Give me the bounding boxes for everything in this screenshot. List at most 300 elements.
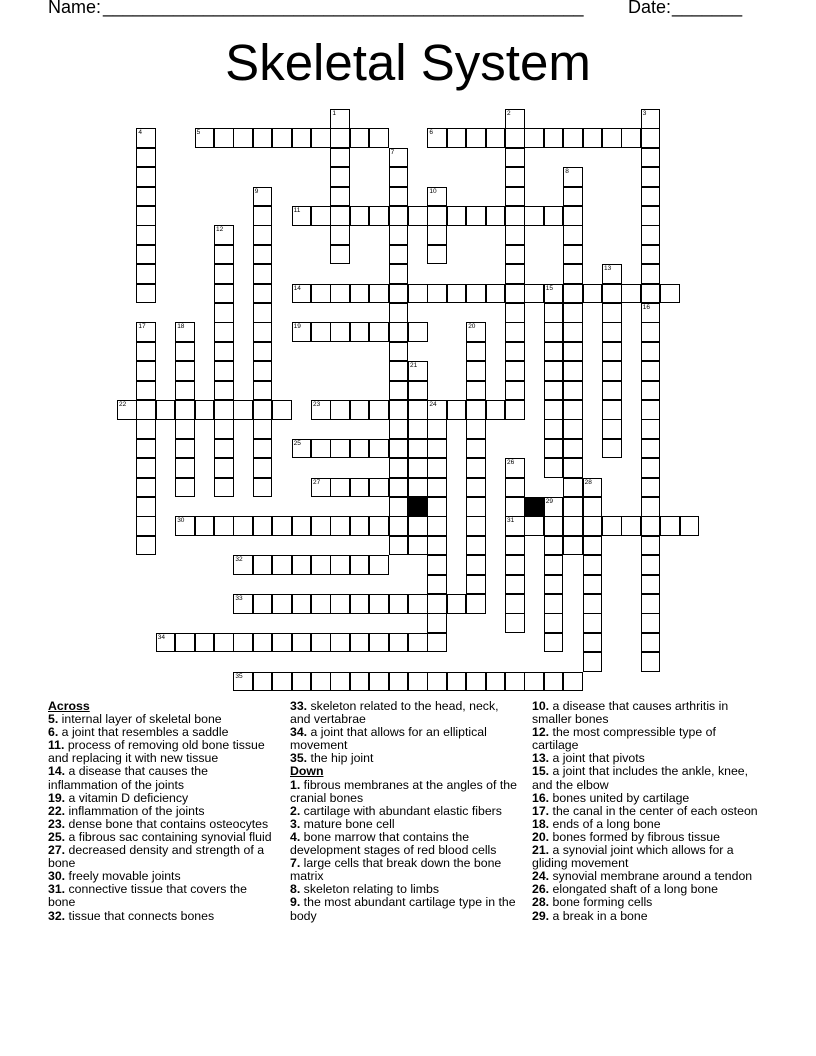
grid-cell[interactable] — [641, 516, 661, 536]
grid-cell[interactable] — [563, 672, 583, 692]
grid-cell[interactable] — [350, 128, 370, 148]
grid-cell[interactable] — [427, 245, 447, 265]
grid-cell[interactable] — [292, 555, 312, 575]
grid-cell[interactable] — [330, 400, 350, 420]
grid-cell[interactable] — [486, 672, 506, 692]
grid-cell[interactable] — [136, 400, 156, 420]
grid-cell[interactable] — [311, 478, 331, 498]
grid-cell[interactable] — [350, 400, 370, 420]
grid-cell[interactable] — [292, 322, 312, 342]
grid-cell[interactable] — [466, 128, 486, 148]
grid-cell[interactable] — [214, 478, 234, 498]
grid-cell[interactable] — [175, 322, 195, 342]
grid-cell[interactable] — [544, 439, 564, 459]
grid-cell[interactable] — [544, 206, 564, 226]
grid-cell[interactable] — [408, 381, 428, 401]
grid-cell[interactable] — [272, 594, 292, 614]
grid-cell[interactable] — [311, 400, 331, 420]
grid-cell[interactable] — [136, 187, 156, 207]
grid-cell[interactable] — [641, 167, 661, 187]
grid-cell[interactable] — [350, 633, 370, 653]
grid-cell[interactable] — [369, 400, 389, 420]
grid-cell[interactable] — [136, 478, 156, 498]
grid-cell[interactable] — [311, 516, 331, 536]
grid-cell[interactable] — [214, 245, 234, 265]
grid-cell[interactable] — [175, 516, 195, 536]
grid-cell[interactable] — [486, 206, 506, 226]
grid-cell[interactable] — [544, 284, 564, 304]
grid-cell[interactable] — [253, 206, 273, 226]
grid-cell[interactable] — [505, 264, 525, 284]
grid-cell[interactable] — [195, 128, 215, 148]
grid-cell[interactable] — [544, 555, 564, 575]
grid-cell[interactable] — [389, 167, 409, 187]
grid-cell[interactable] — [253, 128, 273, 148]
grid-cell[interactable] — [369, 516, 389, 536]
grid-cell[interactable] — [253, 225, 273, 245]
grid-cell[interactable] — [233, 128, 253, 148]
grid-cell[interactable] — [563, 458, 583, 478]
grid-cell[interactable] — [602, 128, 622, 148]
grid-cell[interactable] — [602, 419, 622, 439]
grid-cell[interactable] — [253, 381, 273, 401]
grid-cell[interactable] — [505, 400, 525, 420]
grid-cell[interactable] — [641, 613, 661, 633]
grid-cell[interactable] — [641, 284, 661, 304]
grid-cell[interactable] — [292, 594, 312, 614]
grid-cell[interactable] — [641, 458, 661, 478]
grid-cell[interactable] — [350, 672, 370, 692]
grid-cell[interactable] — [660, 284, 680, 304]
grid-cell[interactable] — [136, 361, 156, 381]
grid-cell[interactable] — [680, 516, 700, 536]
grid-cell[interactable] — [583, 594, 603, 614]
grid-cell[interactable] — [447, 672, 467, 692]
grid-cell[interactable] — [427, 536, 447, 556]
grid-cell[interactable] — [563, 478, 583, 498]
grid-cell[interactable] — [214, 419, 234, 439]
grid-cell[interactable] — [641, 264, 661, 284]
grid-cell[interactable] — [641, 652, 661, 672]
grid-cell[interactable] — [641, 536, 661, 556]
grid-cell[interactable] — [583, 613, 603, 633]
grid-cell[interactable] — [330, 322, 350, 342]
grid-cell[interactable] — [583, 478, 603, 498]
grid-cell[interactable] — [311, 594, 331, 614]
grid-cell[interactable] — [136, 206, 156, 226]
grid-cell[interactable] — [389, 303, 409, 323]
grid-cell[interactable] — [214, 400, 234, 420]
grid-cell[interactable] — [427, 478, 447, 498]
grid-cell[interactable] — [350, 478, 370, 498]
grid-cell[interactable] — [311, 672, 331, 692]
grid-cell[interactable] — [136, 419, 156, 439]
grid-cell[interactable] — [272, 128, 292, 148]
grid-cell[interactable] — [505, 458, 525, 478]
grid-cell[interactable] — [641, 594, 661, 614]
grid-cell[interactable] — [505, 672, 525, 692]
grid-cell[interactable] — [214, 381, 234, 401]
grid-cell[interactable] — [408, 536, 428, 556]
grid-cell[interactable] — [292, 516, 312, 536]
grid-cell[interactable] — [330, 206, 350, 226]
grid-cell[interactable] — [641, 361, 661, 381]
grid-cell[interactable] — [544, 613, 564, 633]
grid-cell[interactable] — [641, 109, 661, 129]
grid-cell[interactable] — [369, 322, 389, 342]
grid-cell[interactable] — [369, 672, 389, 692]
grid-cell[interactable] — [272, 516, 292, 536]
grid-cell[interactable] — [389, 478, 409, 498]
grid-cell[interactable] — [330, 187, 350, 207]
grid-cell[interactable] — [136, 167, 156, 187]
grid-cell[interactable] — [505, 497, 525, 517]
grid-cell[interactable] — [330, 109, 350, 129]
grid-cell[interactable] — [350, 322, 370, 342]
grid-cell[interactable] — [408, 322, 428, 342]
grid-cell[interactable] — [641, 575, 661, 595]
grid-cell[interactable] — [136, 536, 156, 556]
grid-cell[interactable] — [369, 478, 389, 498]
grid-cell[interactable] — [389, 225, 409, 245]
grid-cell[interactable] — [544, 458, 564, 478]
grid-cell[interactable] — [447, 400, 467, 420]
grid-cell[interactable] — [330, 633, 350, 653]
grid-cell[interactable] — [369, 284, 389, 304]
grid-cell[interactable] — [156, 400, 176, 420]
grid-cell[interactable] — [641, 225, 661, 245]
grid-cell[interactable] — [311, 128, 331, 148]
grid-cell[interactable] — [641, 555, 661, 575]
grid-cell[interactable] — [563, 439, 583, 459]
grid-cell[interactable] — [563, 206, 583, 226]
grid-cell[interactable] — [408, 633, 428, 653]
grid-cell[interactable] — [136, 497, 156, 517]
grid-cell[interactable] — [195, 633, 215, 653]
grid-cell[interactable] — [136, 264, 156, 284]
name-line[interactable]: ________________________________________________ — [103, 0, 584, 17]
grid-cell[interactable] — [641, 439, 661, 459]
grid-cell[interactable] — [253, 322, 273, 342]
grid-cell[interactable] — [427, 672, 447, 692]
grid-cell[interactable] — [641, 128, 661, 148]
grid-cell[interactable] — [350, 206, 370, 226]
grid-cell[interactable] — [583, 575, 603, 595]
grid-cell[interactable] — [602, 264, 622, 284]
grid-cell[interactable] — [466, 381, 486, 401]
grid-cell[interactable] — [486, 400, 506, 420]
grid-cell[interactable] — [408, 400, 428, 420]
grid-cell[interactable] — [583, 497, 603, 517]
grid-cell[interactable] — [214, 516, 234, 536]
grid-cell[interactable] — [544, 361, 564, 381]
grid-cell[interactable] — [214, 342, 234, 362]
grid-cell[interactable] — [641, 342, 661, 362]
grid-cell[interactable] — [621, 128, 641, 148]
grid-cell[interactable] — [427, 613, 447, 633]
grid-cell[interactable] — [233, 672, 253, 692]
grid-cell[interactable] — [311, 633, 331, 653]
grid-cell[interactable] — [563, 322, 583, 342]
grid-cell[interactable] — [563, 225, 583, 245]
grid-cell[interactable] — [350, 439, 370, 459]
grid-cell[interactable] — [253, 342, 273, 362]
grid-cell[interactable] — [544, 400, 564, 420]
grid-cell[interactable] — [233, 516, 253, 536]
grid-cell[interactable] — [427, 439, 447, 459]
grid-cell[interactable] — [389, 419, 409, 439]
grid-cell[interactable] — [233, 594, 253, 614]
grid-cell[interactable] — [544, 594, 564, 614]
grid-cell[interactable] — [621, 284, 641, 304]
grid-cell[interactable] — [602, 439, 622, 459]
grid-cell[interactable] — [563, 497, 583, 517]
grid-cell[interactable] — [563, 264, 583, 284]
grid-cell[interactable] — [214, 128, 234, 148]
grid-cell[interactable] — [330, 284, 350, 304]
grid-cell[interactable] — [641, 633, 661, 653]
grid-cell[interactable] — [427, 419, 447, 439]
grid-cell[interactable] — [369, 128, 389, 148]
grid-cell[interactable] — [389, 342, 409, 362]
grid-cell[interactable] — [389, 594, 409, 614]
grid-cell[interactable] — [408, 516, 428, 536]
grid-cell[interactable] — [602, 516, 622, 536]
grid-cell[interactable] — [641, 187, 661, 207]
grid-cell[interactable] — [369, 555, 389, 575]
grid-cell[interactable] — [175, 342, 195, 362]
grid-cell[interactable] — [389, 264, 409, 284]
grid-cell[interactable] — [389, 400, 409, 420]
grid-cell[interactable] — [583, 284, 603, 304]
grid-cell[interactable] — [466, 497, 486, 517]
grid-cell[interactable] — [369, 633, 389, 653]
grid-cell[interactable] — [641, 400, 661, 420]
grid-cell[interactable] — [583, 652, 603, 672]
grid-cell[interactable] — [447, 206, 467, 226]
grid-cell[interactable] — [330, 439, 350, 459]
grid-cell[interactable] — [505, 284, 525, 304]
grid-cell[interactable] — [214, 284, 234, 304]
grid-cell[interactable] — [117, 400, 137, 420]
grid-cell[interactable] — [292, 284, 312, 304]
grid-cell[interactable] — [136, 342, 156, 362]
grid-cell[interactable] — [389, 361, 409, 381]
grid-cell[interactable] — [602, 303, 622, 323]
grid-cell[interactable] — [505, 361, 525, 381]
grid-cell[interactable] — [389, 322, 409, 342]
grid-cell[interactable] — [641, 381, 661, 401]
grid-cell[interactable] — [175, 458, 195, 478]
grid-cell[interactable] — [544, 381, 564, 401]
grid-cell[interactable] — [350, 284, 370, 304]
grid-cell[interactable] — [544, 672, 564, 692]
grid-cell[interactable] — [408, 206, 428, 226]
grid-cell[interactable] — [253, 284, 273, 304]
grid-cell[interactable] — [563, 516, 583, 536]
grid-cell[interactable] — [330, 672, 350, 692]
grid-cell[interactable] — [660, 516, 680, 536]
grid-cell[interactable] — [505, 303, 525, 323]
grid-cell[interactable] — [408, 284, 428, 304]
grid-cell[interactable] — [427, 497, 447, 517]
grid-cell[interactable] — [505, 575, 525, 595]
grid-cell[interactable] — [272, 633, 292, 653]
grid-cell[interactable] — [583, 128, 603, 148]
grid-cell[interactable] — [544, 303, 564, 323]
grid-cell[interactable] — [253, 439, 273, 459]
grid-cell[interactable] — [524, 206, 544, 226]
grid-cell[interactable] — [214, 264, 234, 284]
grid-cell[interactable] — [311, 322, 331, 342]
grid-cell[interactable] — [486, 284, 506, 304]
grid-cell[interactable] — [563, 400, 583, 420]
grid-cell[interactable] — [466, 206, 486, 226]
grid-cell[interactable] — [330, 167, 350, 187]
grid-cell[interactable] — [408, 419, 428, 439]
grid-cell[interactable] — [311, 206, 331, 226]
grid-cell[interactable] — [389, 245, 409, 265]
grid-cell[interactable] — [641, 245, 661, 265]
grid-cell[interactable] — [505, 342, 525, 362]
grid-cell[interactable] — [505, 187, 525, 207]
grid-cell[interactable] — [350, 555, 370, 575]
grid-cell[interactable] — [466, 555, 486, 575]
grid-cell[interactable] — [253, 555, 273, 575]
grid-cell[interactable] — [427, 458, 447, 478]
grid-cell[interactable] — [544, 633, 564, 653]
grid-cell[interactable] — [389, 516, 409, 536]
grid-cell[interactable] — [136, 516, 156, 536]
grid-cell[interactable] — [330, 516, 350, 536]
grid-cell[interactable] — [253, 478, 273, 498]
grid-cell[interactable] — [641, 148, 661, 168]
grid-cell[interactable] — [602, 400, 622, 420]
grid-cell[interactable] — [563, 419, 583, 439]
grid-cell[interactable] — [233, 400, 253, 420]
grid-cell[interactable] — [253, 400, 273, 420]
grid-cell[interactable] — [253, 516, 273, 536]
grid-cell[interactable] — [427, 516, 447, 536]
grid-cell[interactable] — [389, 439, 409, 459]
grid-cell[interactable] — [233, 555, 253, 575]
grid-cell[interactable] — [524, 516, 544, 536]
grid-cell[interactable] — [175, 400, 195, 420]
grid-cell[interactable] — [136, 225, 156, 245]
grid-cell[interactable] — [447, 128, 467, 148]
grid-cell[interactable] — [330, 594, 350, 614]
grid-cell[interactable] — [466, 419, 486, 439]
grid-cell[interactable] — [175, 419, 195, 439]
grid-cell[interactable] — [175, 381, 195, 401]
grid-cell[interactable] — [621, 516, 641, 536]
grid-cell[interactable] — [466, 516, 486, 536]
grid-cell[interactable] — [195, 516, 215, 536]
grid-cell[interactable] — [408, 672, 428, 692]
grid-cell[interactable] — [466, 361, 486, 381]
grid-cell[interactable] — [214, 225, 234, 245]
grid-cell[interactable] — [292, 439, 312, 459]
grid-cell[interactable] — [311, 439, 331, 459]
grid-cell[interactable] — [214, 322, 234, 342]
grid-cell[interactable] — [544, 419, 564, 439]
grid-cell[interactable] — [253, 361, 273, 381]
grid-cell[interactable] — [505, 381, 525, 401]
grid-cell[interactable] — [136, 322, 156, 342]
grid-cell[interactable] — [563, 284, 583, 304]
grid-cell[interactable] — [214, 458, 234, 478]
grid-cell[interactable] — [466, 478, 486, 498]
grid-cell[interactable] — [524, 128, 544, 148]
grid-cell[interactable] — [505, 613, 525, 633]
grid-cell[interactable] — [466, 400, 486, 420]
grid-cell[interactable] — [408, 439, 428, 459]
grid-cell[interactable] — [389, 633, 409, 653]
grid-cell[interactable] — [136, 245, 156, 265]
grid-cell[interactable] — [505, 555, 525, 575]
grid-cell[interactable] — [544, 128, 564, 148]
grid-cell[interactable] — [427, 400, 447, 420]
grid-cell[interactable] — [408, 478, 428, 498]
grid-cell[interactable] — [369, 594, 389, 614]
grid-cell[interactable] — [466, 536, 486, 556]
grid-cell[interactable] — [253, 594, 273, 614]
grid-cell[interactable] — [389, 672, 409, 692]
grid-cell[interactable] — [214, 633, 234, 653]
grid-cell[interactable] — [544, 342, 564, 362]
grid-cell[interactable] — [136, 439, 156, 459]
grid-cell[interactable] — [466, 594, 486, 614]
grid-cell[interactable] — [563, 167, 583, 187]
grid-cell[interactable] — [563, 536, 583, 556]
grid-cell[interactable] — [369, 439, 389, 459]
grid-cell[interactable] — [272, 555, 292, 575]
grid-cell[interactable] — [505, 516, 525, 536]
grid-cell[interactable] — [505, 594, 525, 614]
grid-cell[interactable] — [641, 478, 661, 498]
grid-cell[interactable] — [583, 516, 603, 536]
grid-cell[interactable] — [427, 206, 447, 226]
date-line[interactable]: _______ — [672, 0, 743, 17]
grid-cell[interactable] — [389, 536, 409, 556]
grid-cell[interactable] — [369, 206, 389, 226]
grid-cell[interactable] — [602, 381, 622, 401]
grid-cell[interactable] — [583, 555, 603, 575]
grid-cell[interactable] — [505, 536, 525, 556]
grid-cell[interactable] — [544, 516, 564, 536]
grid-cell[interactable] — [563, 303, 583, 323]
grid-cell[interactable] — [389, 458, 409, 478]
grid-cell[interactable] — [330, 245, 350, 265]
grid-cell[interactable] — [427, 284, 447, 304]
grid-cell[interactable] — [602, 361, 622, 381]
grid-cell[interactable] — [641, 497, 661, 517]
grid-cell[interactable] — [389, 381, 409, 401]
grid-cell[interactable] — [408, 594, 428, 614]
grid-cell[interactable] — [544, 322, 564, 342]
grid-cell[interactable] — [427, 555, 447, 575]
grid-cell[interactable] — [505, 478, 525, 498]
grid-cell[interactable] — [641, 322, 661, 342]
grid-cell[interactable] — [602, 342, 622, 362]
grid-cell[interactable] — [136, 128, 156, 148]
grid-cell[interactable] — [175, 361, 195, 381]
grid-cell[interactable] — [583, 633, 603, 653]
grid-cell[interactable] — [350, 594, 370, 614]
grid-cell[interactable] — [292, 128, 312, 148]
grid-cell[interactable] — [563, 381, 583, 401]
grid-cell[interactable] — [427, 575, 447, 595]
